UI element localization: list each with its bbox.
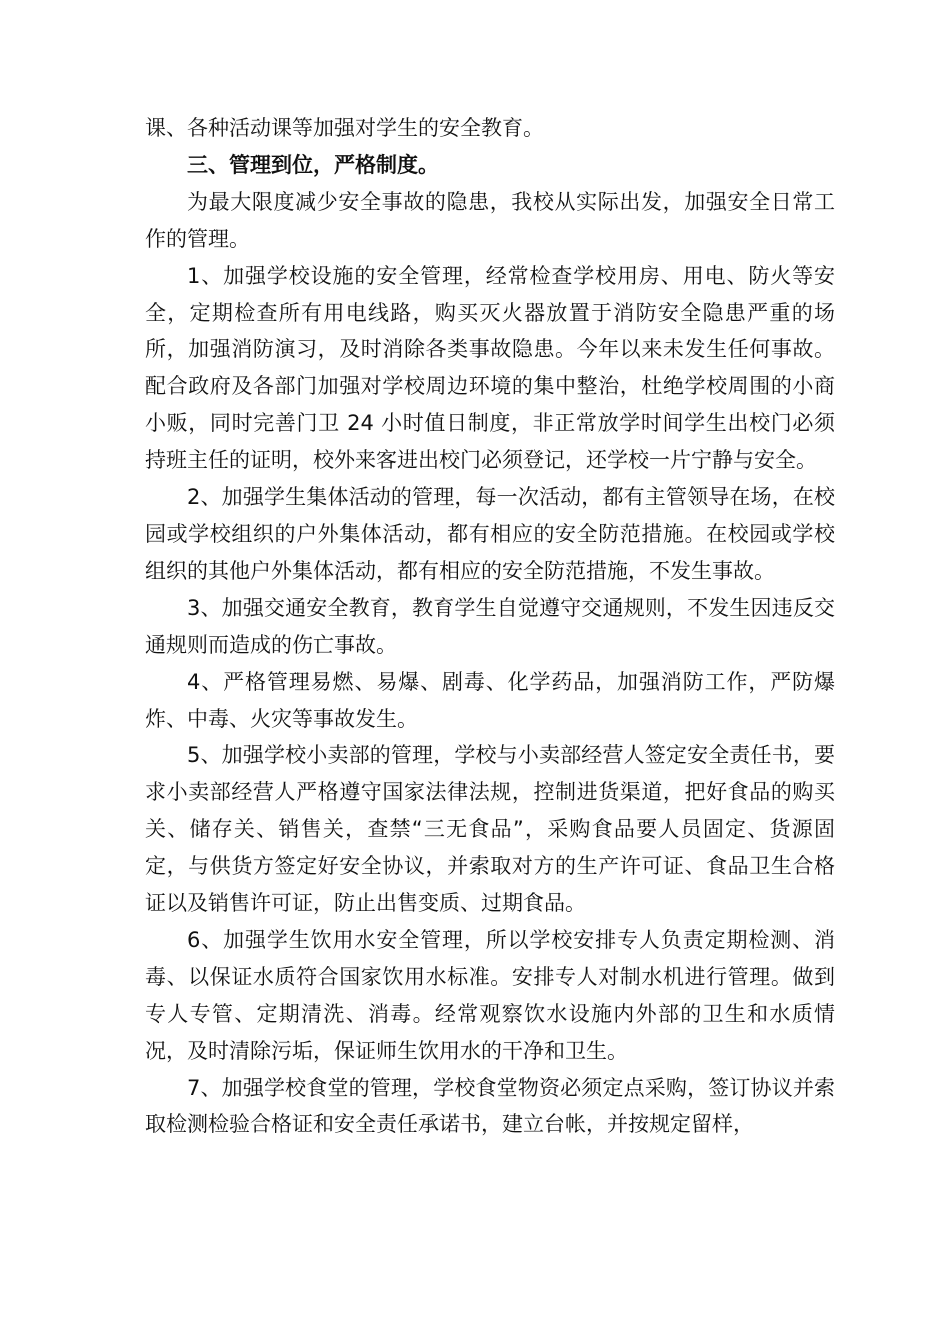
paragraph-item-2: 2、加强学生集体活动的管理，每一次活动，都有主管领导在场，在校园或学校组织的户外集体活动，都有相应的安全防范措施。在校园或学校组织的其他户外集体活动，都有相应的安全防范措施，不发生事故。 [145,485,835,583]
paragraph-item-7: 7、加强学校食堂的管理，学校食堂物资必须定点采购，签订协议并索取检测检验合格证和安全责任承诺书，建立台帐，并按规定留样， [145,1075,835,1137]
paragraph-item-3: 3、加强交通安全教育，教育学生自觉遵守交通规则，不发生因违反交通规则而造成的伤亡事故。 [145,595,835,657]
paragraph-item-5: 5、加强学校小卖部的管理，学校与小卖部经营人签定安全责任书，要求小卖部经营人严格遵守国家法律法规，控制进货渠道，把好食品的购买关、储存关、销售关，查禁“三无食品”，采购食品要人员固定、货源固定，与供货方签定好安全协议，并索取对方的生产许可证、食品卫生合格证以及销售许可证，防止出售变质、过期食品。 [145,743,835,916]
paragraph-intro: 为最大限度减少安全事故的隐患，我校从实际出发，加强安全日常工作的管理。 [145,189,835,251]
paragraph-item-4: 4、严格管理易燃、易爆、剧毒、化学药品，加强消防工作，严防爆炸、中毒、火灾等事故发生。 [145,669,835,731]
paragraph-item-1: 1、加强学校设施的安全管理，经常检查学校用房、用电、防火等安全，定期检查所有用电线路，购买灭火器放置于消防安全隐患严重的场所，加强消防演习，及时消除各类事故隐患。今年以来未发生任何事故。配合政府及各部门加强对学校周边环境的集中整治，杜绝学校周围的小商小贩，同时完善门卫 24 小时值日制度，非正常放学时间学生出校门必须持班主任的证明，校外来客进出校门必须登记，还学校一片宁静与安全。 [145,263,835,473]
document-body [145,110,835,1143]
section-heading: 三、管理到位，严格制度。 [187,152,439,177]
paragraph-continuation: 课、各种活动课等加强对学生的安全教育。 [145,116,544,140]
paragraph-item-6: 6、加强学生饮用水安全管理，所以学校安排专人负责定期检测、消毒、以保证水质符合国家饮用水标准。安排专人对制水机进行管理。做到专人专管、定期清洗、消毒。经常观察饮水设施内外部的卫生和水质情况，及时清除污垢，保证师生饮用水的干净和卫生。 [145,927,835,1063]
